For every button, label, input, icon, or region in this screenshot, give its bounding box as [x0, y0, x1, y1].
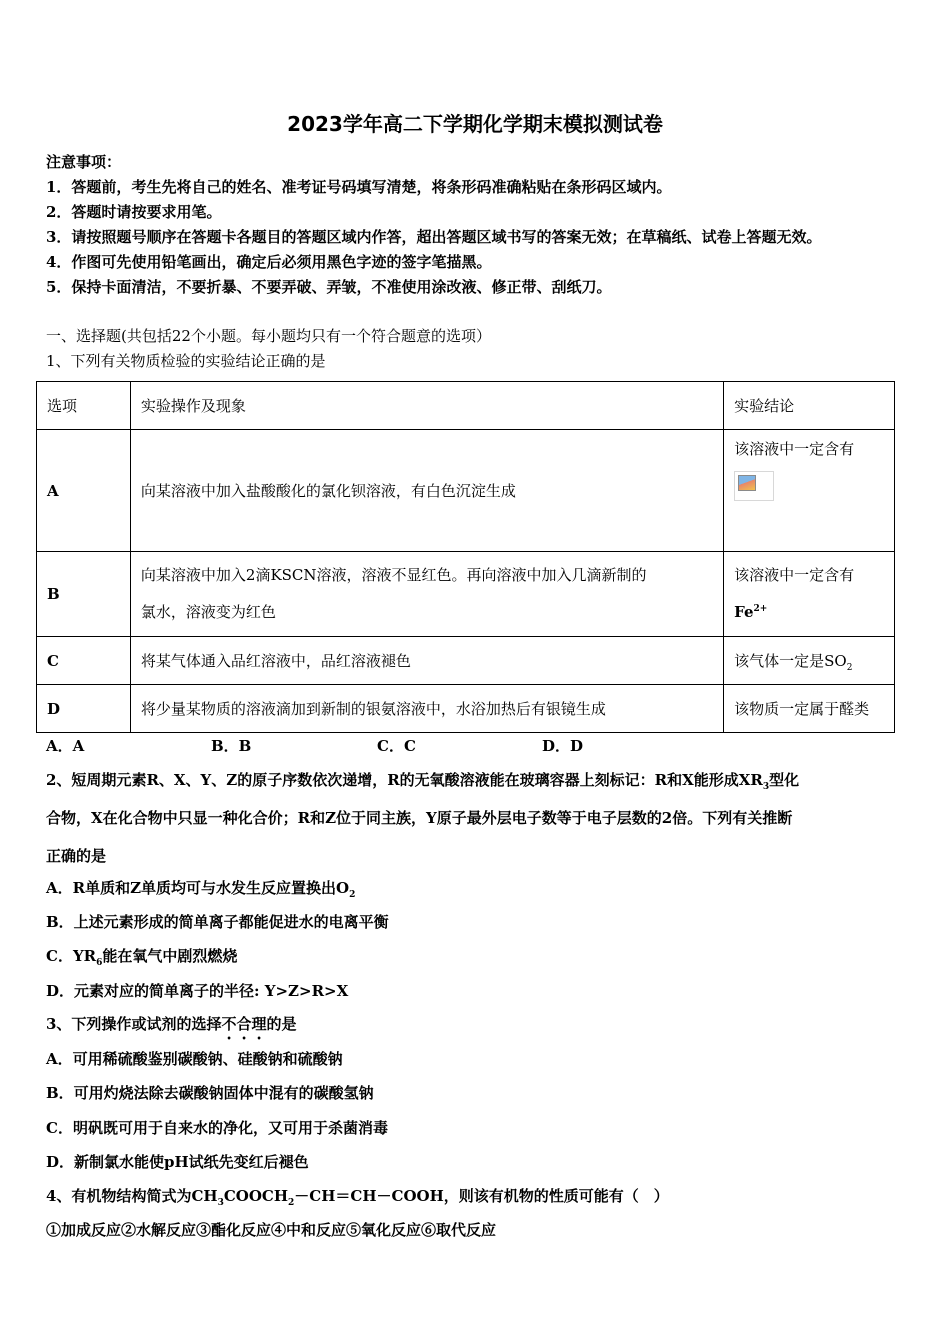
choice-c[interactable]: C．C [377, 737, 416, 755]
conclusion-text: 该溶液中一定含有 [734, 440, 855, 458]
conclusion-text: 该溶液中一定含有 [734, 566, 855, 584]
table-row [37, 685, 895, 733]
row-option: C [37, 637, 131, 685]
row-operation: 将某气体通入品红溶液中，品红溶液褪色 [130, 637, 723, 685]
row-operation: 将少量某物质的溶液滴加到新制的银氨溶液中，水浴加热后有银镜生成 [130, 685, 723, 733]
question-4-reactions: ①加成反应②水解反应③酯化反应④中和反应⑤氧化反应⑥取代反应 [46, 1221, 497, 1239]
table-row [37, 430, 895, 552]
header-conclusion: 实验结论 [724, 382, 895, 430]
question-2-option-a[interactable]: A．R单质和Z单质均可与水发生反应置换出$O_2$ [46, 879, 356, 900]
question-2-option-b[interactable]: B．上述元素形成的简单离子都能促进水的电离平衡 [46, 913, 389, 931]
question-2-option-c[interactable]: C．$YR_6$能在氧气中剧烈燃烧 [46, 947, 238, 968]
choice-b[interactable]: B．B [211, 737, 252, 755]
notice-item: 3．请按照题号顺序在答题卡各题目的答题区域内作答，超出答题区域书写的答案无效；在草稿纸、试卷上答题无效。 [46, 228, 822, 246]
notice-item: 4．作图可先使用铅笔画出，确定后必须用黑色字迹的签字笔描黑。 [46, 253, 492, 271]
question-2-stem: 合物，X在化合物中只显一种化合价；R和Z位于同主族，Y原子最外层电子数等于电子层数的2倍。下列有关推断 [46, 809, 793, 827]
question-3-option-d[interactable]: D．新制氯水能使pH试纸先变红后褪色 [46, 1153, 309, 1171]
operation-line: 向某溶液中加入2滴KSCN溶液，溶液不显红色。再向溶液中加入几滴新制的 [140, 566, 647, 584]
ion-formula: $Fe^{2+}$ [734, 603, 768, 621]
notice-heading: 注意事项： [46, 153, 122, 171]
question-2-stem: 2、短周期元素R、X、Y、Z的原子序数依次递增，R的无氧酸溶液能在玻璃容器上刻标记：R和X能形成$XR_3$型化 [46, 771, 800, 792]
section-heading: 一、选择题(共包括22个小题。每小题均只有一个符合题意的选项） [46, 327, 491, 345]
row-conclusion [724, 552, 895, 637]
table-row [37, 552, 895, 637]
question-3-option-c[interactable]: C．明矾既可用于自来水的净化，又可用于杀菌消毒 [46, 1119, 388, 1137]
row-operation: 向某溶液中加入盐酸酸化的氯化钡溶液，有白色沉淀生成 [130, 430, 723, 552]
question-1-table [36, 381, 895, 733]
row-operation [130, 552, 723, 637]
broken-image-icon [734, 471, 774, 501]
question-3-option-b[interactable]: B．可用灼烧法除去碳酸钠固体中混有的碳酸氢钠 [46, 1084, 374, 1102]
choice-d[interactable]: D．D [542, 737, 584, 755]
question-3-option-a[interactable]: A．可用稀硫酸鉴别碳酸钠、硅酸钠和硫酸钠 [46, 1050, 343, 1068]
header-option: 选项 [37, 382, 131, 430]
row-option: A [37, 430, 131, 552]
header-operation: 实验操作及现象 [130, 382, 723, 430]
operation-line: 氯水，溶液变为红色 [140, 603, 276, 621]
question-1-stem: 1、下列有关物质检验的实验结论正确的是 [46, 352, 326, 370]
row-option: B [37, 552, 131, 637]
table-row [37, 637, 895, 685]
row-conclusion: 该物质一定属于醛类 [724, 685, 895, 733]
notice-item: 2．答题时请按要求用笔。 [46, 203, 222, 221]
question-2-stem: 正确的是 [46, 847, 107, 865]
row-conclusion: 该气体一定是$SO_2$ [724, 637, 895, 685]
question-2-option-d[interactable]: D．元素对应的简单离子的半径: Y>Z>R>X [46, 982, 349, 1000]
notice-item: 1．答题前，考生先将自己的姓名、准考证号码填写清楚，将条形码准确粘贴在条形码区域内。 [46, 178, 672, 196]
row-conclusion [724, 430, 895, 552]
choice-a[interactable]: A．A [46, 737, 85, 755]
question-4-stem: 4、有机物结构简式为$CH_3COOCH_2-CH=CH-COOH$，则该有机物的性质可能有（ ） [46, 1187, 669, 1208]
question-3-stem: 3、下列操作或试剂的选择不合理的是 [46, 1015, 297, 1033]
row-option: D [37, 685, 131, 733]
notice-item: 5．保持卡面清洁，不要折暴、不要弄破、弄皱，不准使用涂改液、修正带、刮纸刀。 [46, 278, 612, 296]
table-header-row [37, 382, 895, 430]
page-title: 2023学年高二下学期化学期末模拟测试卷 [287, 112, 663, 136]
